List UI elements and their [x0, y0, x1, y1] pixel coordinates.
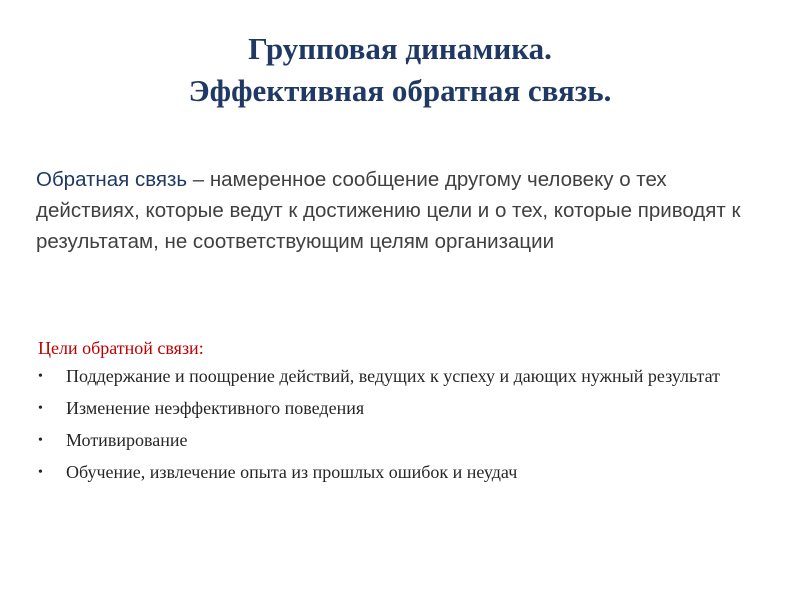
definition-term: Обратная связь: [36, 168, 188, 191]
bullet-icon: •: [38, 369, 43, 384]
slide-title: [0, 28, 800, 112]
bullet-icon: •: [38, 401, 43, 416]
definition-paragraph: [36, 164, 776, 257]
goal-text: Поддержание и поощрение действий, ведущих к успеху и дающих нужный результат: [66, 366, 721, 386]
goals-heading: Цели обратной связи:: [38, 338, 204, 358]
title-line-1: Групповая динамика.: [248, 31, 552, 66]
definition-text: – намеренное сообщение другому человеку о тех действиях, которые ведут к достижению цели и о тех, которые приводят к результатам, не соответствующим целям организации: [36, 168, 741, 253]
list-item: [38, 461, 758, 484]
title-line-2: Эффективная обратная связь.: [188, 73, 612, 108]
goal-text: Обучение, извлечение опыта из прошлых ошибок и неудач: [66, 462, 518, 482]
bullet-icon: •: [38, 465, 43, 480]
list-item: [38, 365, 758, 388]
list-item: [38, 397, 758, 420]
goal-text: Мотивирование: [66, 430, 188, 450]
list-item: [38, 429, 758, 452]
goals-list: [38, 365, 758, 493]
bullet-icon: •: [38, 433, 43, 448]
goal-text: Изменение неэффективного поведения: [66, 398, 365, 418]
